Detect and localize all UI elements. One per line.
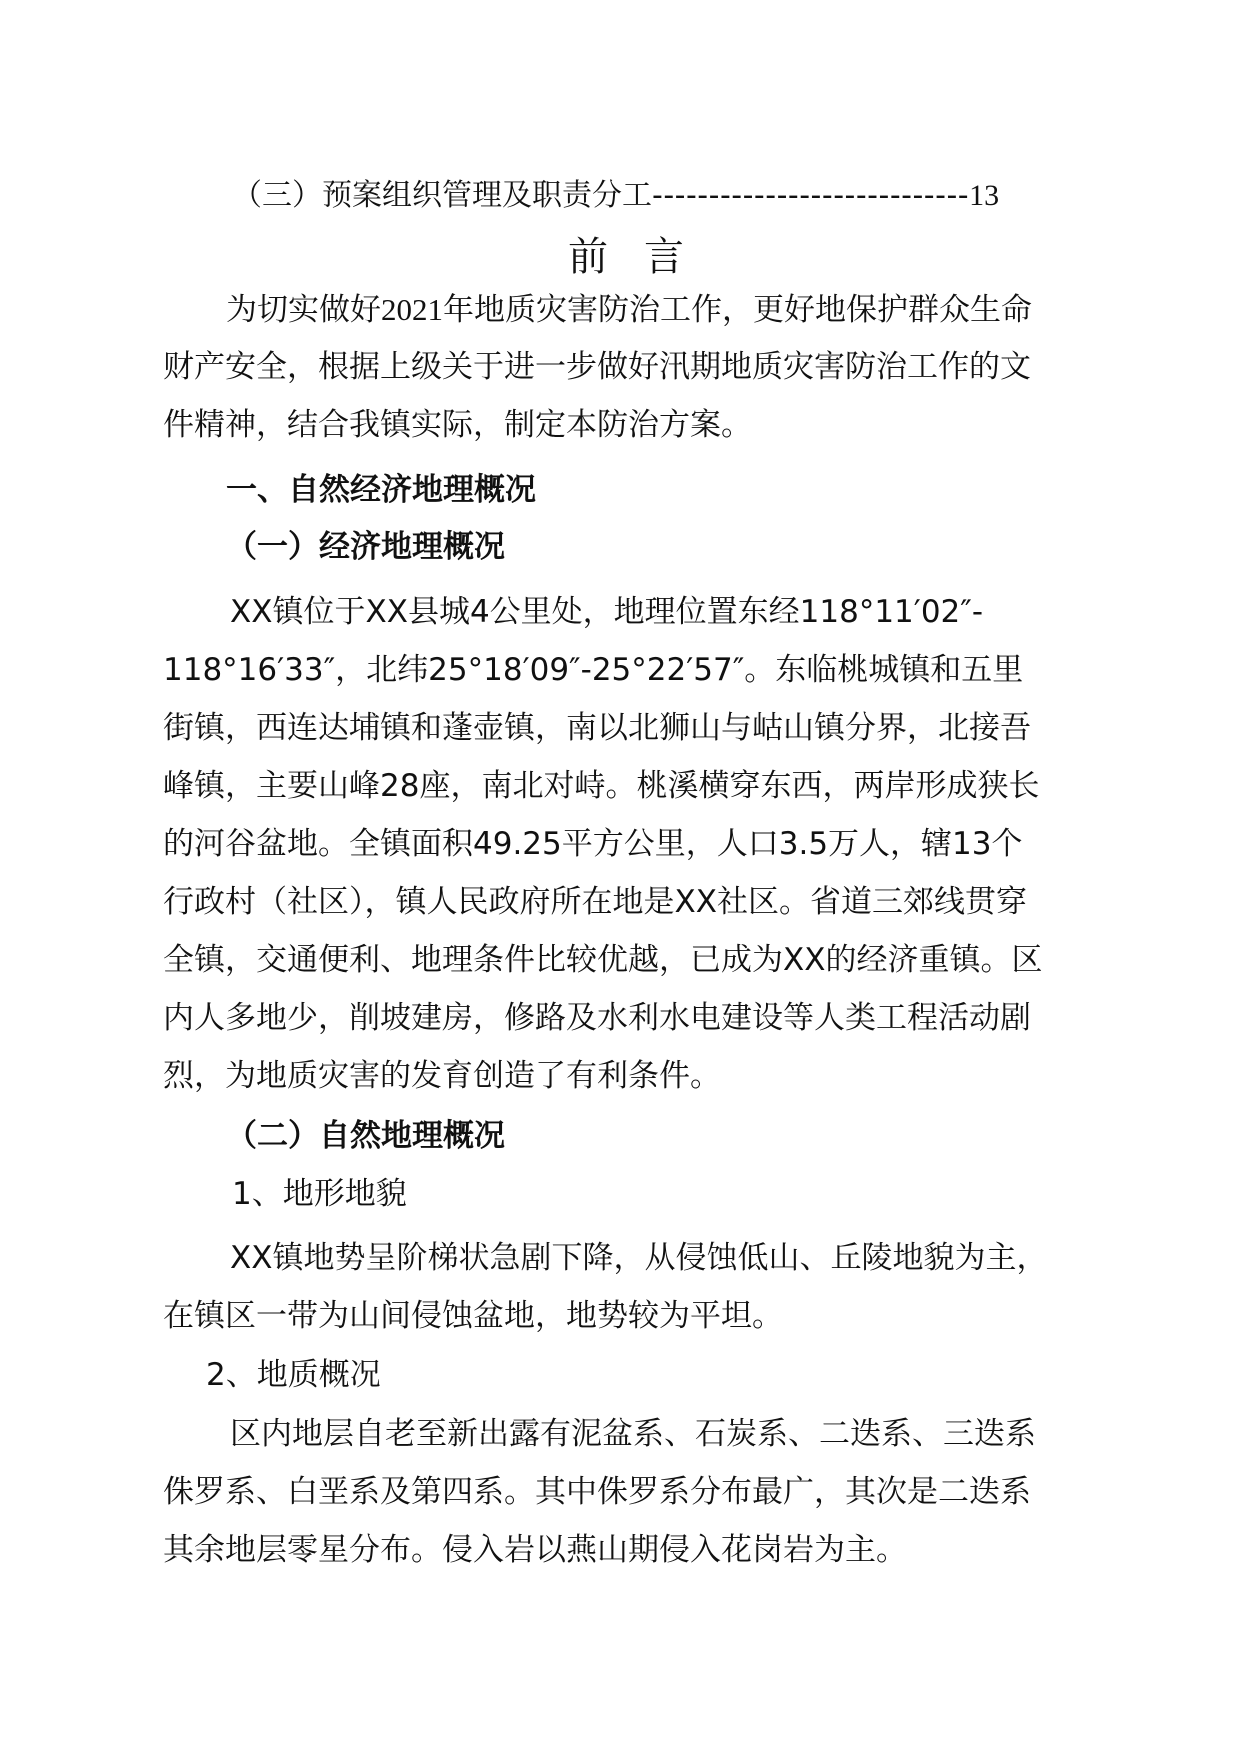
paragraph-line: 118°16′33″，北纬25°18′09″-25°22′57″。东临桃城镇和五里 [163,652,1024,688]
subsection-heading-2: （二）自然地理概况 [226,1118,505,1154]
paragraph-line: 行政村（社区），镇人民政府所在地是XX社区。省道三郊线贯穿 [163,884,1027,920]
toc-entry [232,176,999,216]
page-title: 前言 [568,234,720,280]
paragraph-line: 内人多地少，削坡建房，修路及水利水电建设等人类工程活动剧 [163,1000,1031,1036]
paragraph-line: 的河谷盆地。全镇面积49.25平方公里，人口3.5万人，辖13个 [163,826,1023,862]
item-heading-2: 2、地质概况 [206,1357,381,1393]
paragraph-line: 街镇，西连达埔镇和蓬壶镇，南以北狮山与岵山镇分界，北接吾 [163,710,1031,746]
section-heading-1: 一、自然经济地理概况 [226,472,536,508]
paragraph-line: 在镇区一带为山间侵蚀盆地，地势较为平坦。 [163,1298,783,1334]
toc-leader: ---------------------------- [652,178,970,213]
paragraph-line: 烈，为地质灾害的发育创造了有利条件。 [163,1058,721,1094]
preface-year: 2021 [381,292,443,327]
preface-line-1: 为切实做好2021年地质灾害防治工作，更好地保护群众生命 [226,292,1032,328]
paragraph-line: 全镇，交通便利、地理条件比较优越，已成为XX的经济重镇。区 [163,942,1043,978]
paragraph-line: 区内地层自老至新出露有泥盆系、石炭系、二迭系、三迭系 [230,1416,1036,1452]
paragraph-line: XX镇位于XX县城4公里处，地理位置东经118°11′02″- [230,594,984,630]
toc-page-number: 13 [969,179,1000,212]
preface-line-3: 件精神，结合我镇实际，制定本防治方案。 [163,407,752,443]
paragraph-line: 其余地层零星分布。侵入岩以燕山期侵入花岗岩为主。 [163,1532,907,1568]
toc-entry-label: （三）预案组织管理及职责分工 [232,178,652,213]
preface-line-2: 财产安全，根据上级关于进一步做好汛期地质灾害防治工作的文 [163,349,1031,385]
paragraph-line: 峰镇，主要山峰28座，南北对峙。桃溪横穿东西，两岸形成狭长 [163,768,1040,804]
item-heading-1: 1、地形地貌 [232,1176,407,1212]
subsection-heading-1: （一）经济地理概况 [226,529,505,565]
paragraph-line: XX镇地势呈阶梯状急剧下降，从侵蚀低山、丘陵地貌为主， [230,1240,1048,1276]
paragraph-line: 侏罗系、白垩系及第四系。其中侏罗系分布最广，其次是二迭系 [163,1474,1031,1510]
